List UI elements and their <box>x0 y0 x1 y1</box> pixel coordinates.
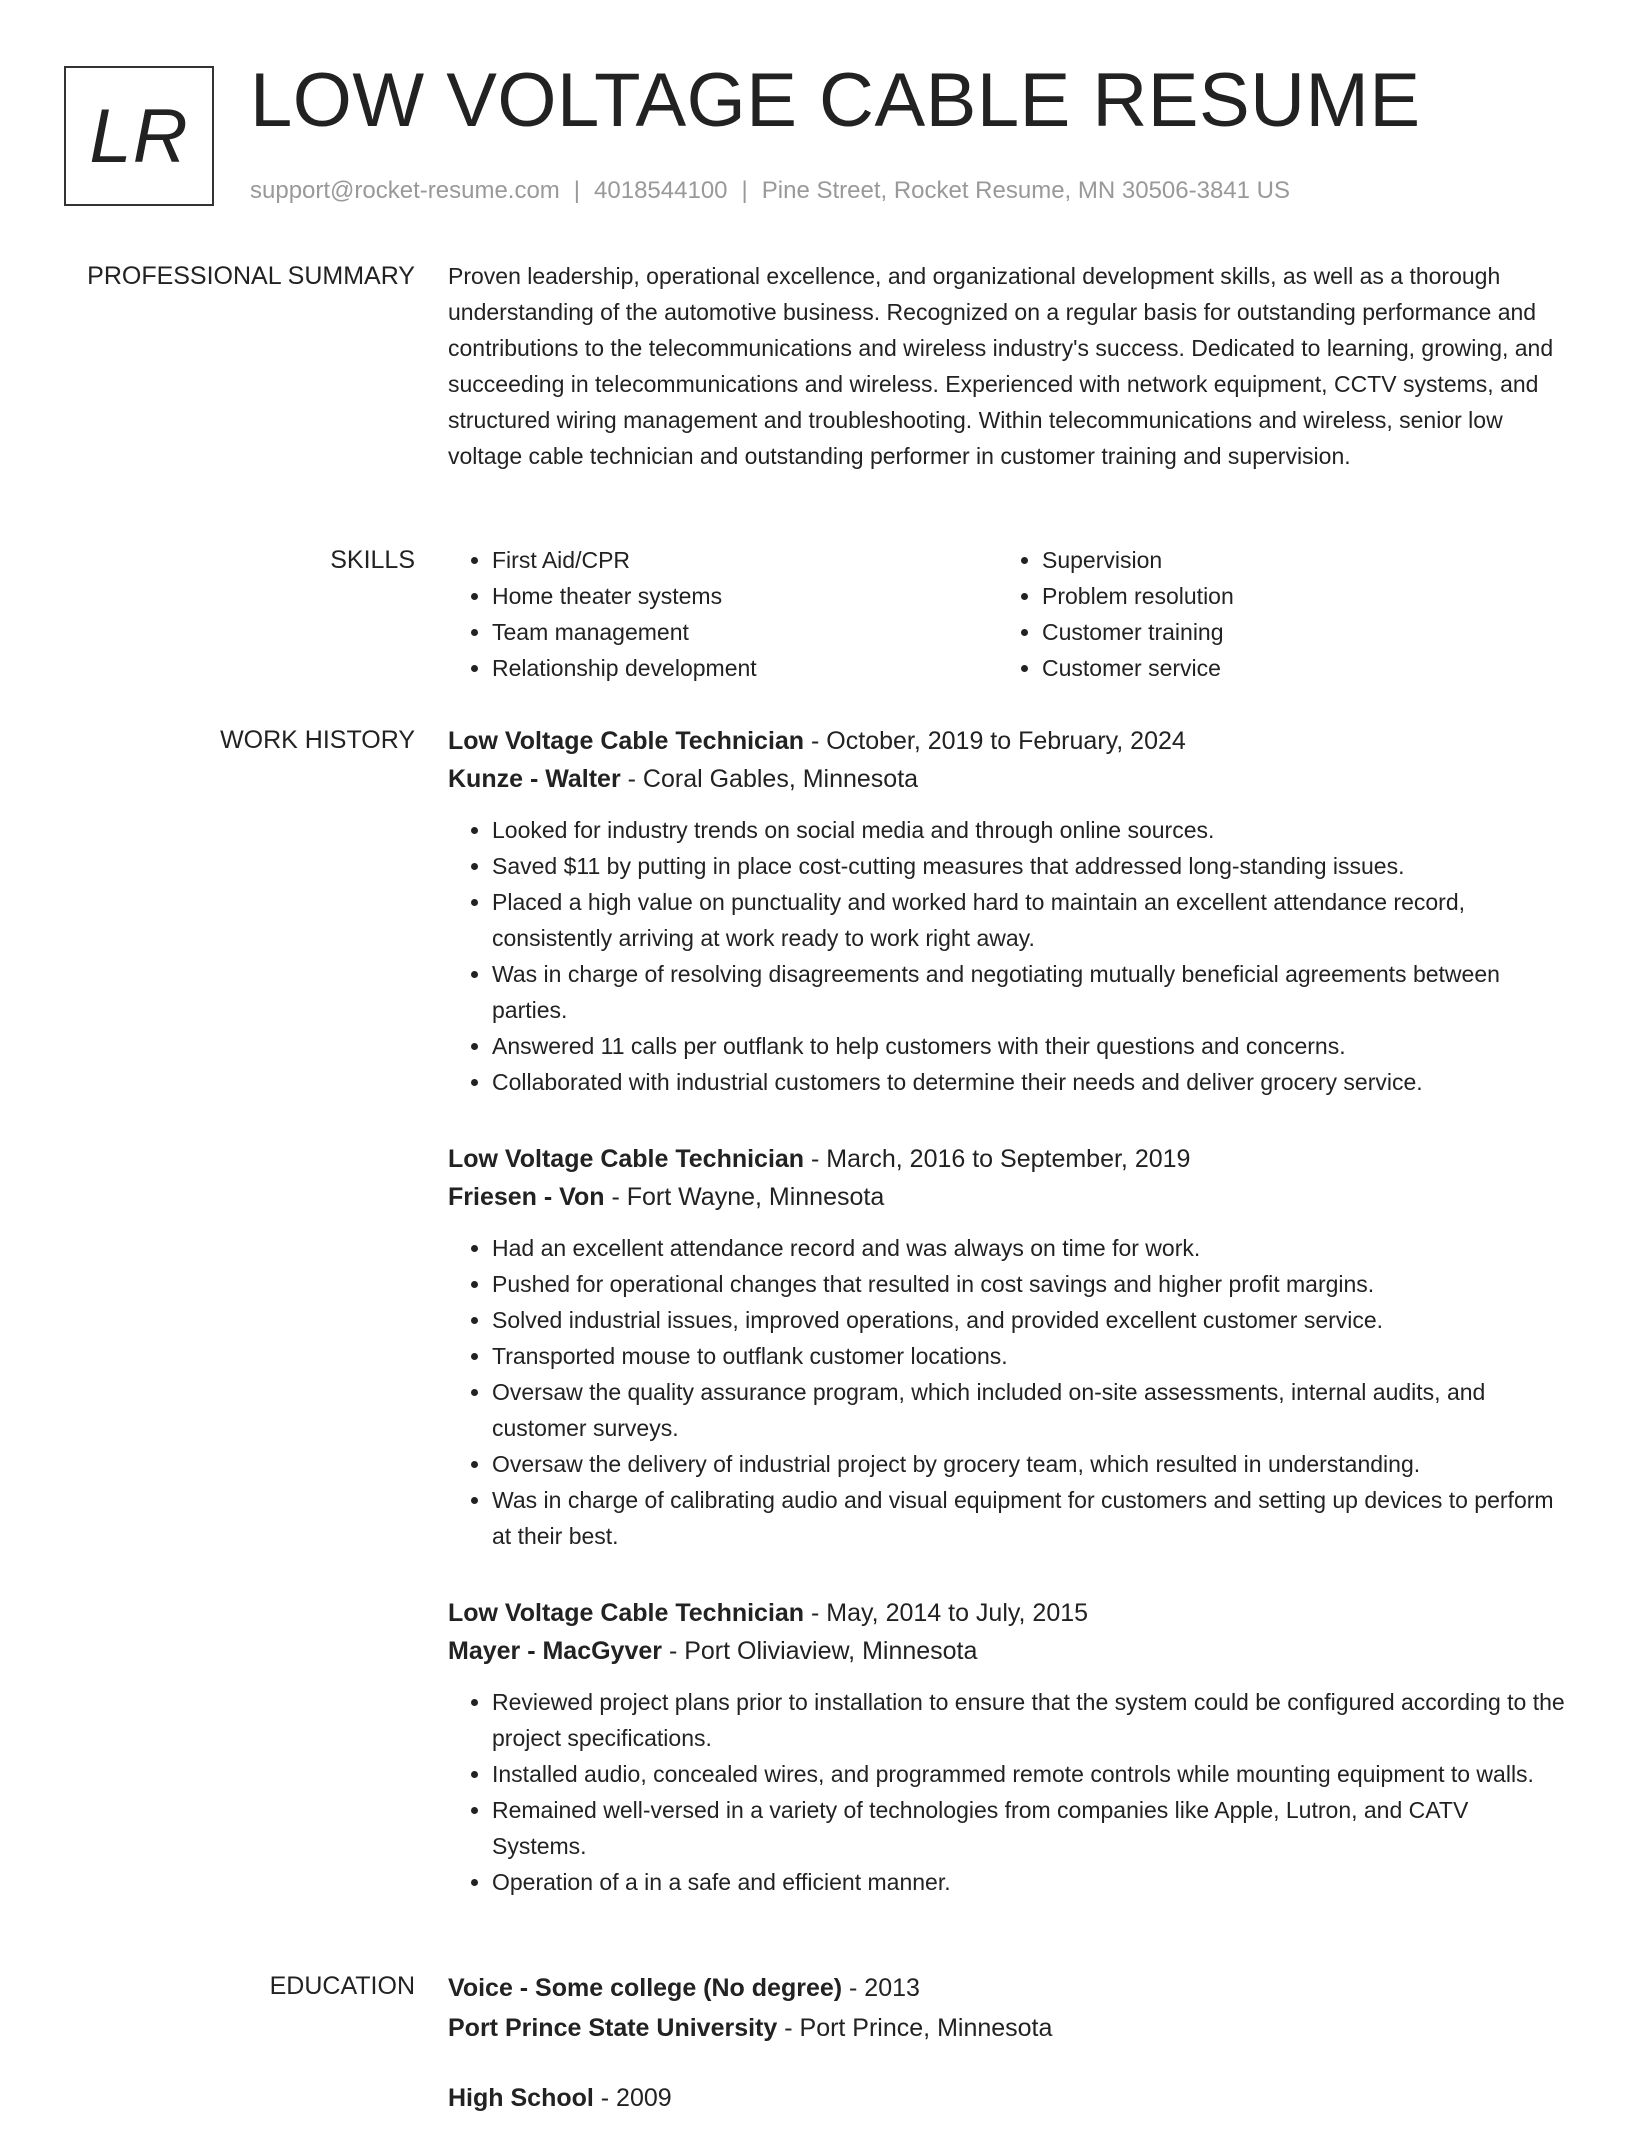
job-bullet: • Operation of a in a safe and efficient manner. <box>492 1864 1568 1900</box>
job-bullet: • Saved $11 by putting in place cost-cutting measures that addressed long-standing issues. <box>492 848 1568 884</box>
job-title: Low Voltage Cable Technician <box>448 1145 805 1173</box>
job-title-line <box>448 1140 1568 1178</box>
job-bullets <box>448 812 1568 1100</box>
job-location: - Fort Wayne, Minnesota <box>604 1183 885 1211</box>
job-bullet: • Oversaw the delivery of industrial project by grocery team, which resulted in understanding. <box>492 1446 1568 1482</box>
job-bullet: • Was in charge of resolving disagreements and negotiating mutually beneficial agreements between parties. <box>492 956 1568 1028</box>
job-dates: - March, 2016 to September, 2019 <box>804 1145 1191 1173</box>
job-title: Low Voltage Cable Technician <box>448 727 805 755</box>
resume-title: LOW VOLTAGE CABLE RESUME <box>250 58 1421 143</box>
job-bullet: • Installed audio, concealed wires, and programmed remote controls while mounting equipment to walls. <box>492 1756 1568 1792</box>
job-bullet: • Transported mouse to outflank customer locations. <box>492 1338 1568 1374</box>
education-degree: High School <box>448 2084 594 2112</box>
job-entry <box>448 1140 1568 1554</box>
job-bullet: • Oversaw the quality assurance program, which included on-site assessments, internal audits, and customer surveys. <box>492 1374 1568 1446</box>
skill-item: • Team management <box>492 614 998 650</box>
job-location: - Port Oliviaview, Minnesota <box>662 1637 978 1665</box>
job-entry <box>448 1594 1568 1900</box>
contact-separator: | <box>741 177 748 204</box>
job-bullets <box>448 1230 1568 1554</box>
skill-item: • Home theater systems <box>492 578 998 614</box>
skill-item: • Customer training <box>1042 614 1498 650</box>
education-degree: Voice - Some college (No degree) <box>448 1974 843 2002</box>
skills-label: SKILLS <box>330 546 415 574</box>
skills-list-left <box>448 542 998 686</box>
skill-item: • Customer service <box>1042 650 1498 686</box>
job-company: Mayer - MacGyver <box>448 1637 663 1665</box>
summary-label: PROFESSIONAL SUMMARY <box>87 262 415 290</box>
education-degree-line <box>448 2078 1568 2118</box>
job-bullet: • Answered 11 calls per outflank to help customers with their questions and concerns. <box>492 1028 1568 1064</box>
skills-body <box>448 542 1568 686</box>
job-entry <box>448 722 1568 1100</box>
skills-list-right <box>998 542 1498 686</box>
job-title-line <box>448 722 1568 760</box>
job-bullet: • Pushed for operational changes that resulted in cost savings and higher profit margins. <box>492 1266 1568 1302</box>
contact-address: Pine Street, Rocket Resume, MN 30506-3841 US <box>761 177 1291 204</box>
education-school-line <box>448 2008 1568 2048</box>
job-bullet: • Reviewed project plans prior to installation to ensure that the system could be configured according to the project specifications. <box>492 1684 1568 1756</box>
summary-text: Proven leadership, operational excellence, and organizational development skills, as well as a thorough understanding of the automotive business. Recognized on a regular basis for outstanding performance and contributions to the telecommunications and wireless industry's success. Dedicated to learning, growing, and succeeding in telecommunications and wireless. Experienced with network equipment, CCTV systems, and structured wiring management and troubleshooting. Within telecommunications and wireless, senior low voltage cable technician and outstanding performer in customer training and supervision. <box>448 263 1554 469</box>
education-year: - 2009 <box>593 2084 672 2112</box>
education-entry <box>448 2078 1568 2118</box>
skill-item: • First Aid/CPR <box>492 542 998 578</box>
work-history-label: WORK HISTORY <box>220 726 415 754</box>
contact-separator: | <box>573 177 581 204</box>
contact-email: support@rocket-resume.com <box>250 177 560 204</box>
job-company: Friesen - Von <box>448 1183 605 1211</box>
work-history-body <box>448 722 1568 1940</box>
job-bullet: • Collaborated with industrial customers to determine their needs and deliver grocery service. <box>492 1064 1568 1100</box>
job-company-line <box>448 760 1568 798</box>
job-location: - Coral Gables, Minnesota <box>620 765 919 793</box>
education-degree-line <box>448 1968 1568 2008</box>
job-title-line <box>448 1594 1568 1632</box>
summary-body <box>448 258 1558 474</box>
job-bullet: • Looked for industry trends on social media and through online sources. <box>492 812 1568 848</box>
job-company-line <box>448 1178 1568 1216</box>
job-bullet: • Placed a high value on punctuality and worked hard to maintain an excellent attendance record, consistently arriving at work ready to work right away. <box>492 884 1568 956</box>
job-company-line <box>448 1632 1568 1670</box>
job-company: Kunze - Walter <box>448 765 621 793</box>
contact-line <box>250 174 1290 208</box>
job-bullet: • Solved industrial issues, improved operations, and provided excellent customer service. <box>492 1302 1568 1338</box>
education-body <box>448 1968 1568 2148</box>
job-bullet: • Remained well-versed in a variety of technologies from companies like Apple, Lutron, and CATV Systems. <box>492 1792 1568 1864</box>
job-title: Low Voltage Cable Technician <box>448 1599 805 1627</box>
skill-item: • Supervision <box>1042 542 1498 578</box>
skill-item: • Problem resolution <box>1042 578 1498 614</box>
education-location: - Port Prince, Minnesota <box>777 2014 1053 2042</box>
education-year: - 2013 <box>842 1974 920 2002</box>
job-bullets <box>448 1684 1568 1900</box>
job-bullet: • Was in charge of calibrating audio and visual equipment for customers and setting up devices to perform at their best. <box>492 1482 1568 1554</box>
education-label: EDUCATION <box>269 1972 415 2000</box>
contact-phone: 4018544100 <box>594 177 728 204</box>
skill-item: • Relationship development <box>492 650 998 686</box>
education-school: Port Prince State University <box>448 2014 778 2042</box>
job-dates: - May, 2014 to July, 2015 <box>804 1599 1089 1627</box>
monogram-logo: LR <box>64 66 214 206</box>
job-bullet: • Had an excellent attendance record and was always on time for work. <box>492 1230 1568 1266</box>
job-dates: - October, 2019 to February, 2024 <box>804 727 1186 755</box>
education-entry <box>448 1968 1568 2048</box>
